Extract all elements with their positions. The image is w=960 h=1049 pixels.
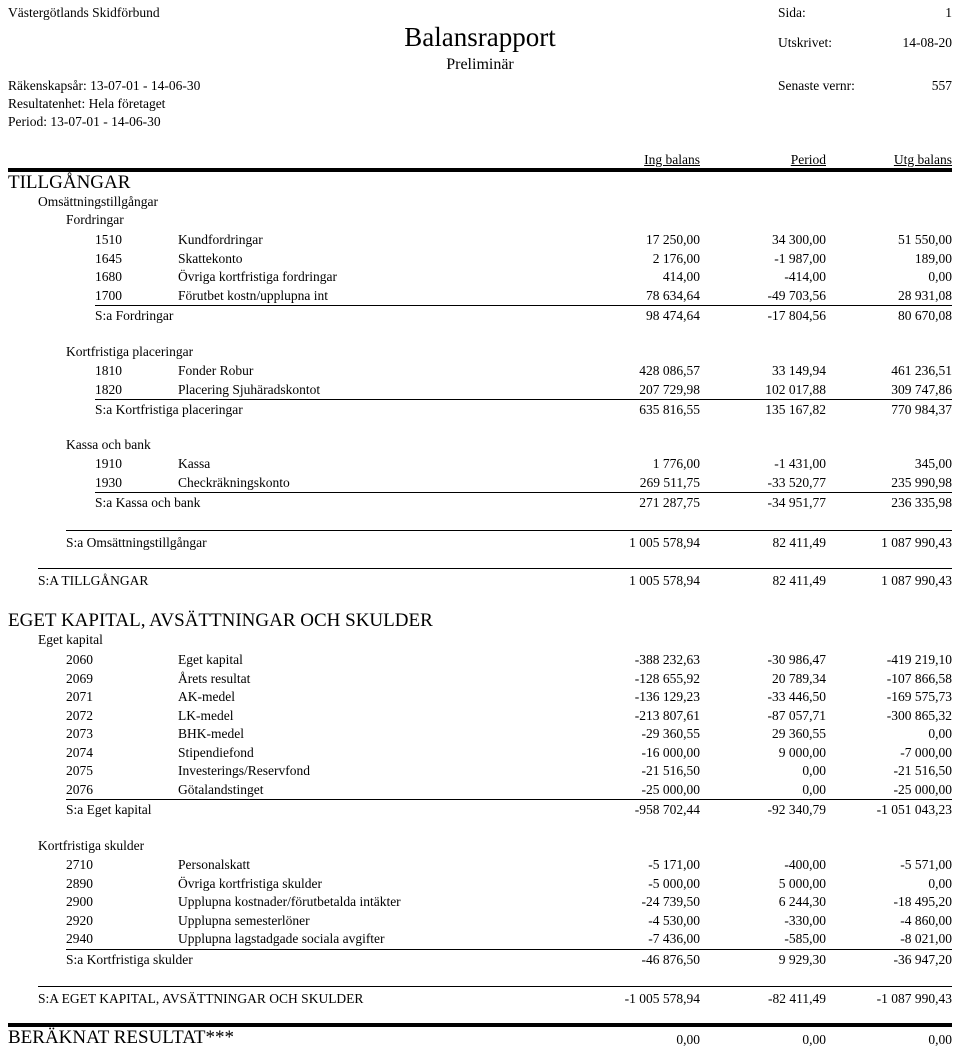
page-label: Sida: <box>778 5 806 20</box>
value-utg-balans: -107 866,58 <box>886 670 952 686</box>
value-utg-balans: -21 516,50 <box>893 763 952 778</box>
sum-utg-balans: -36 947,20 <box>893 951 952 967</box>
account-row <box>0 268 960 286</box>
value-ing-balans: 428 086,57 <box>639 363 700 378</box>
account-row <box>0 670 960 688</box>
value-ing-balans: 17 250,00 <box>646 232 700 247</box>
sum-period: -92 340,79 <box>767 802 826 817</box>
value-ing-balans: -388 232,63 <box>634 652 700 667</box>
account-number: 2069 <box>66 670 93 686</box>
account-number: 2075 <box>66 763 93 778</box>
value-period: -49 703,56 <box>767 287 826 303</box>
column-header-row <box>0 151 960 169</box>
account-name: Kundfordringar <box>178 232 263 247</box>
value-period: 0,00 <box>802 781 826 797</box>
section-assets: TILLGÅNGAR <box>8 172 131 193</box>
account-name: Kassa <box>178 456 211 471</box>
sum-row <box>0 307 960 325</box>
account-name: Upplupna semesterlöner <box>178 912 310 928</box>
heading-short-investments: Kortfristiga placeringar <box>66 344 194 359</box>
account-number: 1820 <box>95 381 122 397</box>
account-name: Fonder Robur <box>178 363 254 378</box>
account-name: Förutbet kostn/upplupna int <box>178 287 328 303</box>
value-period: -414,00 <box>784 269 826 284</box>
account-row <box>0 707 960 725</box>
divider <box>95 305 952 306</box>
org-name: Västergötlands Skidförbund <box>8 5 160 20</box>
value-ing-balans: 2 176,00 <box>652 250 700 266</box>
value-utg-balans: 28 931,08 <box>898 287 952 303</box>
account-number: 1680 <box>95 269 122 284</box>
account-row <box>0 762 960 780</box>
account-name: LK-medel <box>178 707 234 723</box>
col-period: Period <box>790 152 826 167</box>
section-computed: BERÄKNAT RESULTAT*** <box>8 1027 234 1048</box>
account-name: Checkräkningskonto <box>178 474 290 490</box>
account-number: 1645 <box>95 250 122 266</box>
value-period: 33 149,94 <box>772 363 826 378</box>
sum-utg-balans: -1 051 043,23 <box>876 802 952 817</box>
account-row <box>0 744 960 762</box>
sum-row <box>0 951 960 969</box>
divider <box>66 530 952 531</box>
account-name: Götalandstinget <box>178 781 264 797</box>
section-equity-header: EGET KAPITAL, AVSÄTTNINGAR OCH SKULDER <box>8 610 433 631</box>
printed-value: 14-08-20 <box>902 35 952 50</box>
value-period: 102 017,88 <box>765 381 826 397</box>
value-utg-balans: -5 571,00 <box>900 857 952 872</box>
result-unit: Resultatenhet: Hela företaget <box>8 96 166 111</box>
sum-period: 9 929,30 <box>778 951 826 967</box>
value-period: -330,00 <box>784 912 826 928</box>
value-ing-balans: -25 000,00 <box>641 781 700 797</box>
last-ver-label: Senaste vernr: <box>778 78 855 93</box>
account-row <box>0 474 960 492</box>
account-name: Årets resultat <box>178 670 251 686</box>
heading-cash: Kassa och bank <box>66 437 151 452</box>
account-number: 2071 <box>66 689 93 704</box>
value-ing-balans: -29 360,55 <box>641 726 700 741</box>
sum-row <box>0 494 960 512</box>
value-period: 5 000,00 <box>778 875 826 891</box>
sum-row <box>0 801 960 819</box>
sum-ing-balans: 635 816,55 <box>639 402 700 417</box>
value-utg-balans: 235 990,98 <box>891 474 952 490</box>
account-name: AK-medel <box>178 689 235 704</box>
heading-short-debts: Kortfristiga skulder <box>38 838 145 853</box>
account-name: Investerings/Reservfond <box>178 763 310 778</box>
divider <box>95 492 952 493</box>
account-name: Övriga kortfristiga skulder <box>178 875 322 891</box>
value-period: 34 300,00 <box>772 232 826 247</box>
account-number: 2920 <box>66 912 93 928</box>
value-ing-balans: 414,00 <box>662 269 700 284</box>
value-utg-balans: -18 495,20 <box>893 894 952 909</box>
value-utg-balans: -4 860,00 <box>900 912 952 928</box>
value-ing-balans: -16 000,00 <box>641 744 700 760</box>
heading-current-assets: Omsättningstillgångar <box>38 194 158 209</box>
sum-ing-balans: -958 702,44 <box>634 802 700 817</box>
value-utg-balans: -419 219,10 <box>886 652 952 667</box>
account-name: Skattekonto <box>178 250 243 266</box>
account-name: BHK-medel <box>178 726 244 741</box>
account-number: 2900 <box>66 894 93 909</box>
account-name: Personalskatt <box>178 857 250 872</box>
sum-utg-balans: 80 670,08 <box>898 308 952 323</box>
account-row <box>0 287 960 305</box>
account-row <box>0 250 960 268</box>
divider <box>66 949 952 950</box>
divider <box>95 399 952 400</box>
value-ing-balans: 1 776,00 <box>652 456 700 471</box>
sum-row-assets: S:A TILLGÅNGAR 1 005 578,94 82 411,49 1 087 990,43 <box>38 573 952 588</box>
sum-label: S:a Kassa och bank <box>95 495 201 510</box>
value-period: -1 431,00 <box>774 456 826 471</box>
sum-row-current-assets: S:a Omsättningstillgångar 1 005 578,94 82 411,49 1 087 990,43 <box>66 535 952 550</box>
value-ing-balans: 269 511,75 <box>639 474 700 490</box>
last-ver-value: 557 <box>931 78 952 93</box>
account-row <box>0 362 960 380</box>
value-ing-balans: -4 530,00 <box>648 912 700 928</box>
account-row <box>0 781 960 799</box>
value-utg-balans: 0,00 <box>928 726 952 741</box>
value-utg-balans: -25 000,00 <box>893 781 952 797</box>
sum-label: S:a Eget kapital <box>66 802 152 817</box>
account-row <box>0 688 960 706</box>
col-ing-balans: Ing balans <box>644 152 700 167</box>
value-ing-balans: 207 729,98 <box>639 381 700 397</box>
sum-label: S:a Kortfristiga skulder <box>66 951 193 967</box>
account-row <box>0 651 960 669</box>
sum-label: S:a Fordringar <box>95 308 174 323</box>
divider <box>66 799 952 800</box>
sum-ing-balans: -46 876,50 <box>641 951 700 967</box>
value-utg-balans: 309 747,86 <box>891 381 952 397</box>
page-value: 1 <box>945 5 952 20</box>
value-utg-balans: 0,00 <box>928 269 952 284</box>
account-row <box>0 912 960 930</box>
account-row <box>0 725 960 743</box>
account-number: 2890 <box>66 875 93 891</box>
account-name: Placering Sjuhäradskontot <box>178 381 321 397</box>
value-ing-balans: -24 739,50 <box>641 894 700 909</box>
sum-period: -34 951,77 <box>767 495 826 510</box>
value-ing-balans: -7 436,00 <box>648 931 700 946</box>
account-number: 1810 <box>95 363 122 378</box>
divider <box>8 168 952 172</box>
divider <box>38 568 952 569</box>
account-number: 2072 <box>66 707 93 723</box>
value-utg-balans: -300 865,32 <box>886 707 952 723</box>
heading-equity: Eget kapital <box>38 632 103 647</box>
sum-row <box>0 401 960 419</box>
value-utg-balans: -7 000,00 <box>900 744 952 760</box>
value-ing-balans: -5 171,00 <box>648 857 700 872</box>
sum-ing-balans: 98 474,64 <box>646 308 700 323</box>
value-utg-balans: 345,00 <box>914 456 952 471</box>
value-period: 6 244,30 <box>778 894 826 909</box>
account-number: 2940 <box>66 931 93 946</box>
account-row <box>0 875 960 893</box>
sum-ing-balans: 271 287,75 <box>639 495 700 510</box>
account-number: 1700 <box>95 287 122 303</box>
value-period: -585,00 <box>784 931 826 946</box>
value-utg-balans: 461 236,51 <box>891 363 952 378</box>
sum-period: -17 804,56 <box>767 308 826 323</box>
account-number: 1510 <box>95 232 122 247</box>
value-period: -400,00 <box>784 857 826 872</box>
value-ing-balans: -21 516,50 <box>641 763 700 778</box>
account-name: Upplupna lagstadgade sociala avgifter <box>178 931 385 946</box>
account-name: Eget kapital <box>178 652 243 667</box>
printed-label: Utskrivet: <box>778 35 832 50</box>
value-utg-balans: -8 021,00 <box>900 931 952 946</box>
value-period: 0,00 <box>802 763 826 778</box>
sum-utg-balans: 236 335,98 <box>891 495 952 510</box>
value-utg-balans: 189,00 <box>914 250 952 266</box>
value-utg-balans: 51 550,00 <box>898 232 952 247</box>
value-period: 9 000,00 <box>778 744 826 760</box>
value-period: 20 789,34 <box>772 670 826 686</box>
account-row <box>0 893 960 911</box>
sum-label: S:a Kortfristiga placeringar <box>95 402 243 417</box>
divider <box>38 986 952 987</box>
period: Period: 13-07-01 - 14-06-30 <box>8 114 161 129</box>
sum-utg-balans: 770 984,37 <box>891 402 952 417</box>
value-ing-balans: -128 655,92 <box>634 670 700 686</box>
account-row <box>0 455 960 473</box>
account-number: 2074 <box>66 744 93 760</box>
heading-receivables: Fordringar <box>66 212 124 227</box>
report-title: Balansrapport <box>404 22 556 52</box>
account-row <box>0 381 960 399</box>
account-number: 2073 <box>66 726 93 741</box>
value-period: 29 360,55 <box>772 726 826 741</box>
value-utg-balans: 0,00 <box>928 875 952 891</box>
account-number: 2076 <box>66 781 93 797</box>
sum-row-equity-total: S:A EGET KAPITAL, AVSÄTTNINGAR OCH SKULDER -1 005 578,94 -82 411,49 -1 087 990,43 <box>38 991 952 1006</box>
value-ing-balans: -5 000,00 <box>648 875 700 891</box>
account-name: Övriga kortfristiga fordringar <box>178 269 337 284</box>
value-ing-balans: -213 807,61 <box>634 707 700 723</box>
computed-row: 0,00 0,00 0,00 <box>676 1032 952 1047</box>
account-number: 2710 <box>66 857 93 872</box>
report-subtitle: Preliminär <box>446 56 514 73</box>
account-name: Stipendiefond <box>178 744 254 760</box>
col-utg-balans: Utg balans <box>893 152 952 167</box>
value-ing-balans: -136 129,23 <box>634 689 700 704</box>
value-period: -33 520,77 <box>767 474 826 490</box>
account-name: Upplupna kostnader/förutbetalda intäkter <box>178 894 401 909</box>
account-row <box>0 231 960 249</box>
account-number: 2060 <box>66 652 93 667</box>
value-period: -1 987,00 <box>774 250 826 266</box>
value-period: -33 446,50 <box>767 689 826 704</box>
sum-period: 135 167,82 <box>765 402 826 417</box>
value-period: -30 986,47 <box>767 652 826 667</box>
account-row <box>0 856 960 874</box>
account-number: 1930 <box>95 474 122 490</box>
account-number: 1910 <box>95 456 122 471</box>
fiscal-year: Räkenskapsår: 13-07-01 - 14-06-30 <box>8 78 201 93</box>
account-row <box>0 930 960 948</box>
value-ing-balans: 78 634,64 <box>646 287 700 303</box>
value-utg-balans: -169 575,73 <box>886 689 952 704</box>
value-period: -87 057,71 <box>767 707 826 723</box>
